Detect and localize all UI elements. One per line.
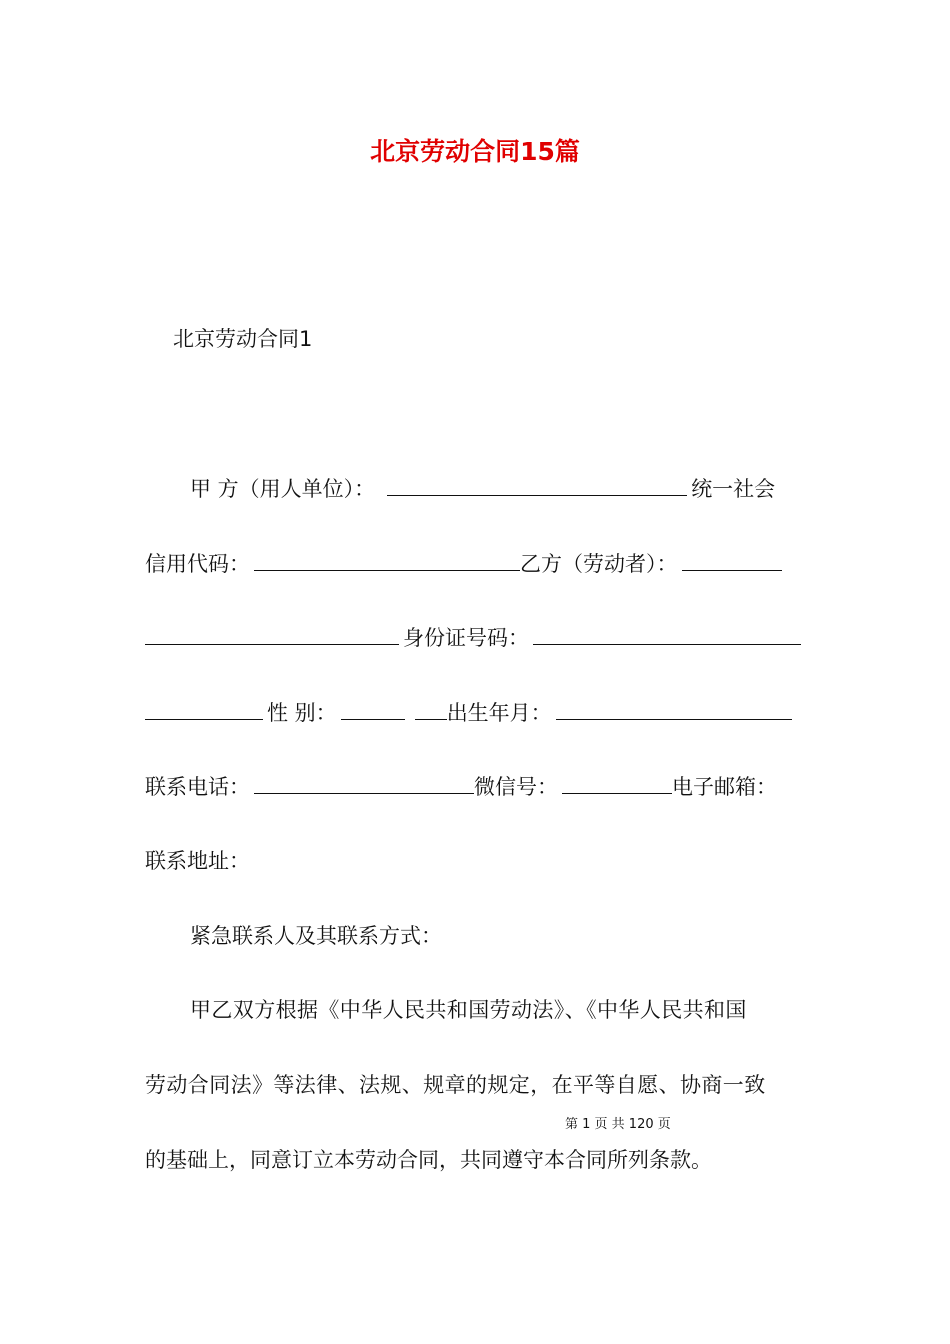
birth-prefix-blank[interactable] xyxy=(415,699,447,720)
phone-blank[interactable] xyxy=(254,773,474,794)
party-a-line xyxy=(190,474,807,504)
party-a-name-blank[interactable] xyxy=(387,475,687,496)
credit-code-label-1: 统一社会 xyxy=(691,477,776,501)
wechat-blank[interactable] xyxy=(562,773,672,794)
page-footer: 第 1 页 共 120 页 xyxy=(565,1117,671,1132)
wechat-label: 微信号： xyxy=(474,775,558,799)
birth-label: 出生年月： xyxy=(446,701,552,725)
party-b-name-blank[interactable] xyxy=(682,550,782,571)
body-paragraph-line-1: 甲乙双方根据《中华人民共和国劳动法》、《中华人民共和国 xyxy=(190,998,747,1022)
party-b-name-blank-cont[interactable] xyxy=(145,624,399,645)
gender-birth-line xyxy=(145,698,807,728)
id-number-blank-cont[interactable] xyxy=(145,699,263,720)
gender-blank[interactable] xyxy=(341,699,405,720)
document-title: 北京劳动合同15篇 xyxy=(370,137,580,166)
birth-blank[interactable] xyxy=(556,699,792,720)
email-label: 电子邮箱： xyxy=(672,775,777,799)
id-number-blank[interactable] xyxy=(533,624,801,645)
credit-code-blank[interactable] xyxy=(254,550,520,571)
id-number-line xyxy=(145,623,807,653)
section-title: 北京劳动合同1 xyxy=(173,327,313,351)
emergency-contact-label: 紧急联系人及其联系方式： xyxy=(190,924,442,948)
contact-line xyxy=(145,772,807,802)
party-b-label: 乙方（劳动者）： xyxy=(520,552,678,576)
phone-label: 联系电话： xyxy=(145,775,250,799)
gender-label: 性 别： xyxy=(267,701,337,725)
credit-code-line xyxy=(145,549,807,579)
body-paragraph-line-2: 劳动合同法》等法律、法规、规章的规定，在平等自愿、协商一致 xyxy=(145,1073,766,1097)
body-paragraph-line-3: 的基础上，同意订立本劳动合同，共同遵守本合同所列条款。 xyxy=(145,1148,712,1172)
address-label: 联系地址： xyxy=(145,849,250,873)
credit-code-label-2: 信用代码： xyxy=(145,552,250,576)
id-number-label: 身份证号码： xyxy=(403,626,529,650)
party-a-label: 甲 方（用人单位）： xyxy=(190,477,376,501)
